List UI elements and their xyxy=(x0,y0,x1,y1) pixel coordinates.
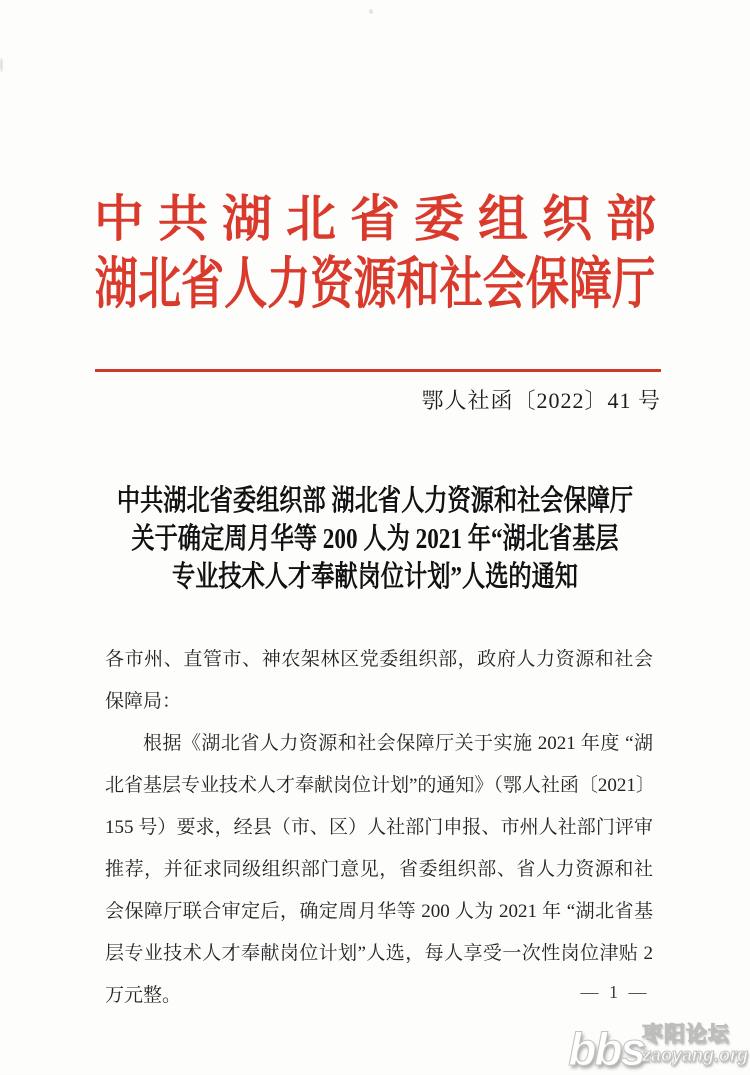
watermark-site-url: zaoyang.org xyxy=(641,1045,748,1065)
title-line: 专业技术人才奉献岗位计划”人选的通知 xyxy=(171,561,579,593)
body-line: 根据《湖北省人力资源和社会保障厅关于实施 2021 年度 “湖 xyxy=(143,733,653,754)
watermark-site-name: 枣阳论坛 xyxy=(641,1023,730,1046)
body-line: 北省基层专业技术人才奉献岗位计划”的通知》（鄂人社函〔2021〕 xyxy=(105,775,655,796)
letterhead-line2: 湖北省人力资源和社会保障厅 xyxy=(94,254,656,316)
body-line: 会保障厅联合审定后，确定周月华等 200 人为 2021 年 “湖北省基 xyxy=(105,901,653,922)
scan-speckle xyxy=(0,58,3,72)
body-line: 层专业技术人才奉献岗位计划”人选，每人享受一次性岗位津贴 2 xyxy=(105,943,653,964)
document-title xyxy=(0,482,750,596)
document-number: 鄂人社函〔2022〕41 号 xyxy=(421,388,661,413)
letterhead-divider-rule xyxy=(95,369,661,372)
body-line: 万元整。 xyxy=(105,985,182,1006)
body-line: 保障局： xyxy=(105,691,182,712)
letterhead xyxy=(0,186,750,318)
forum-watermark xyxy=(568,1018,748,1075)
body-line: 各市州、直管市、神农架林区党委组织部，政府人力资源和社会 xyxy=(105,649,653,670)
title-line: 中共湖北省委组织部 湖北省人力资源和社会保障厅 xyxy=(116,485,634,517)
letterhead-line1: 中共湖北省委组织部 xyxy=(94,191,670,247)
title-line: 关于确定周月华等 200 人为 2021 年“湖北省基层 xyxy=(131,523,619,555)
scan-speckle xyxy=(369,9,373,14)
body-line: 155 号）要求，经县（市、区）人社部门申报、市州人社部门评审 xyxy=(105,817,653,838)
watermark-bbs-text: bbs xyxy=(568,1022,644,1075)
page-number: — 1 — xyxy=(580,982,650,1002)
document-body xyxy=(105,639,653,1017)
body-line: 推荐，并征求同级组织部门意见，省委组织部、省人力资源和社 xyxy=(105,859,653,880)
